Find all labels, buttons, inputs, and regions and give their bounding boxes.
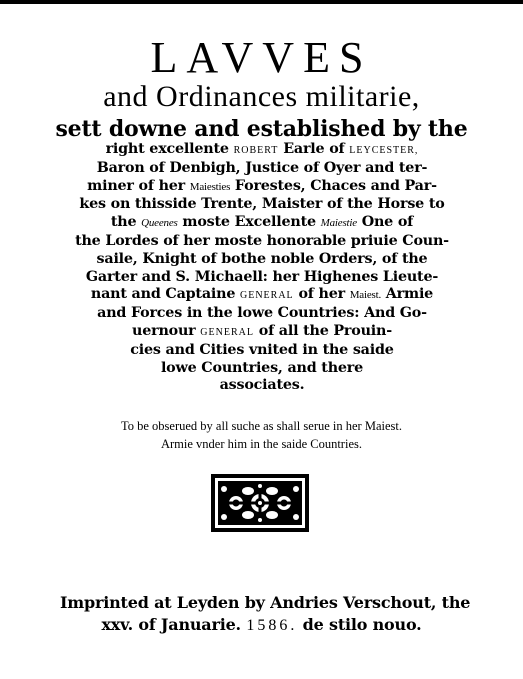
text-run: lowe Countries, and there: [160, 359, 364, 376]
text-run: nant and Captaine: [90, 286, 240, 303]
imprint-date: xxv. of Januarie.: [101, 615, 247, 634]
imprint: [60, 592, 471, 637]
dedication-line: [72, 342, 452, 360]
text-run: of all the Prouin-: [253, 322, 392, 339]
text-run: uernour: [132, 322, 201, 339]
dedication-line: [72, 178, 452, 197]
text-run: of her: [293, 286, 350, 303]
text-run: Forestes, Chaces and Par-: [230, 177, 437, 194]
imprint-year: 1586.: [246, 617, 298, 634]
imprint-line-2: [60, 614, 463, 637]
text-run: kes on thisside Trente, Maister of the Horse to: [79, 196, 445, 213]
title-main: LAVVES: [150, 33, 373, 82]
observance-note: [60, 417, 463, 453]
dedication-line: [72, 214, 452, 233]
imprint-style: de stilo nouo.: [297, 615, 422, 634]
roman-run: Maiest.: [349, 289, 382, 302]
text-run: miner of her: [87, 177, 190, 194]
dedication-text: [72, 141, 452, 395]
dedication-line: [72, 360, 452, 378]
text-run: Baron of Denbigh, Justice of Oyer and ter-: [96, 159, 428, 176]
roman-run: Maiesties: [189, 180, 231, 193]
text-run: Earle of: [278, 141, 350, 157]
text-run: Armie: [381, 286, 434, 303]
dedication-line: [72, 160, 452, 178]
italic-run: Queenes: [141, 217, 178, 230]
dedication-line: [72, 323, 452, 342]
text-run: the Lordes of her moste honorable priuie Coun-: [75, 232, 449, 249]
headline: sett downe and established by the: [55, 116, 468, 142]
dedication-line: [72, 305, 452, 323]
observance-line-1: To be obserued by all suche as shall serue in her Maiest.: [121, 419, 402, 433]
dedication-line: [72, 233, 452, 251]
italic-run: Maiestie: [320, 217, 357, 230]
fleuron-ornament-icon: [210, 473, 310, 533]
text-run: cies and Cities vnited in the saide: [130, 341, 394, 358]
dedication-line: [72, 269, 452, 287]
dedication-line: [72, 251, 452, 269]
small-caps-run: LEYCESTER,: [349, 145, 419, 156]
dedication-line: [72, 141, 452, 160]
text-run: and Forces in the lowe Countries: And Go-: [97, 305, 427, 322]
small-caps-run: GENERAL: [200, 326, 254, 338]
text-run: moste Excellente: [177, 214, 321, 231]
text-run: the: [110, 214, 142, 231]
small-caps-run: GENERAL: [240, 290, 294, 302]
title-subtitle: and Ordinances militarie,: [103, 80, 420, 113]
imprint-line-1: Imprinted at Leyden by Andries Verschout, the: [60, 593, 471, 612]
text-run: saile, Knight of bothe noble Orders, of the: [96, 250, 428, 267]
page-edge-rule: [0, 0, 523, 4]
dedication-line: [72, 377, 452, 395]
small-caps-run: ROBERT: [233, 145, 279, 156]
dedication-line: [72, 286, 452, 305]
text-run: One of: [356, 214, 414, 231]
text-run: associates.: [219, 377, 305, 394]
text-run: right excellente: [105, 141, 234, 157]
dedication-line: [72, 196, 452, 214]
text-run: Garter and S. Michaell: her Highenes Lieute-: [85, 268, 439, 285]
observance-line-2: Armie vnder him in the saide Countries.: [160, 437, 362, 451]
